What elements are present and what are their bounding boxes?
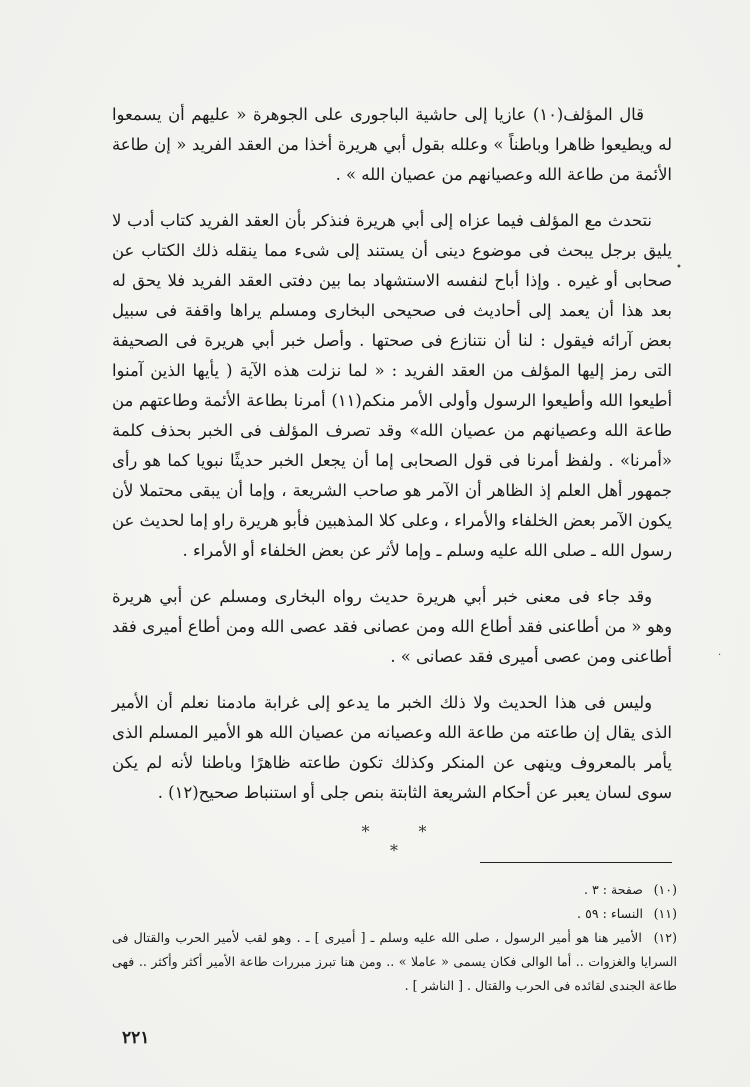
footnote-11 bbox=[112, 902, 677, 926]
footnote-rule bbox=[480, 862, 672, 863]
paragraph-4: وليس فى هذا الحديث ولا ذلك الخبر ما يدعو إلى غرابة مادمنا نعلم أن الأمير الذى يقال إن طاعته من طاعة الله وعصيانه من عصيان الله هو الأمير المسلم الذى يأمر بالمعروف وينهى عن المنكر وكذلك تكون طاعته ظاهرًا وباطنا لأنه لم يكن سوى لسان يعبر عن أحكام الشريعة الثابتة بنص جلى أو استنباط صحيح(١٢) . bbox=[112, 693, 672, 802]
footnote-number: (١٠) bbox=[653, 882, 677, 897]
footnote-text: الأمير هنا هو أمير الرسول ، صلى الله عليه وسلم ـ [ أميرى ] ـ . وهو لقب لأمير الحرب والقتال فى السرايا والغزوات .. أما الوالى فكان يسمى « عاملا » .. ومن هنا تبرز مبررات طاعة الأمير أكثر وأكثر .. فهى طاعة الجندى لقائده فى الحرب والقتال . [ الناشر ] . bbox=[112, 930, 677, 993]
footnote-text: النساء : ٥٩ . bbox=[577, 906, 643, 921]
scan-speck: · bbox=[718, 650, 722, 661]
footnotes bbox=[112, 878, 677, 998]
footnote-10 bbox=[112, 878, 677, 902]
main-text bbox=[112, 100, 672, 808]
paragraph-2: نتحدث مع المؤلف فيما عزاه إلى أبي هريرة فنذكر بأن العقد الفريد كتاب أدب لا يليق برجل يبحث فى موضوع دينى أن يستند إلى شىء مما ينقله ذلك الكتاب عن صحابى أو غيره . وإذا أباح لنفسه الاستشهاد بما بين دفتى العقد الفريد فلا يحق له بعد هذا أن يعمد إلى أحاديث فى صحيحى البخارى ومسلم يراها واقفة فى سبيل بعض آرائه فيقول : لنا أن نتنازع فى صحتها . وأصل خبر أبي هريرة فى الصحيفة التى رمز إليها المؤلف من العقد الفريد : « لما نزلت هذه الآية ( يأيها الذين آمنوا أطيعوا الله وأطيعوا الرسول وأولى الأمر منكم(١١) أمرنا بطاعة الأئمة وطاعتهم من طاعة الله وعصيانهم من عصيان الله» وقد تصرف المؤلف فى الخبر بحذف كلمة «أمرنا» . ولفظ أمرنا فى قول الصحابى إما أن يجعل الخبر حديثًا نبويا كما هو رأى جمهور أهل العلم إذ الظاهر أن الآمر هو صاحب الشريعة ، وإما أن يبقى محتملا لأن يكون الآمر بعض الخلفاء والأمراء ، وعلى كلا المذهبين فأبو هريرة راو إما لحديث عن رسول الله ـ صلى الله عليه وسلم ـ وإما لأثر عن بعض الخلفاء أو الأمراء . bbox=[112, 211, 672, 560]
scan-speck: • bbox=[676, 262, 682, 273]
page-number: ٢٢١ bbox=[122, 1028, 150, 1048]
footnote-number: (١٢) bbox=[653, 930, 677, 945]
footnote-text: صفحة : ٣ . bbox=[584, 882, 643, 897]
section-separator: * * * bbox=[361, 822, 449, 860]
footnote-12 bbox=[112, 926, 677, 998]
paragraph-3: وقد جاء فى معنى خبر أبي هريرة حديث رواه البخارى ومسلم عن أبي هريرة وهو « من أطاعنى فقد أطاع الله ومن عصانى فقد عصى الله ومن أطاع أميرى فقد أطاعنى ومن عصى أميرى فقد عصانى » . bbox=[112, 587, 672, 666]
paragraph-1: قال المؤلف(١٠) عازيا إلى حاشية الباجورى على الجوهرة « عليهم أن يسمعوا له ويطيعوا ظاهرا وباطناً » وعلله بقول أبي هريرة أخذا من العقد الفريد « إن طاعة الأئمة من طاعة الله وعصيانهم من عصيان الله » . bbox=[112, 105, 672, 184]
footnote-number: (١١) bbox=[653, 906, 677, 921]
